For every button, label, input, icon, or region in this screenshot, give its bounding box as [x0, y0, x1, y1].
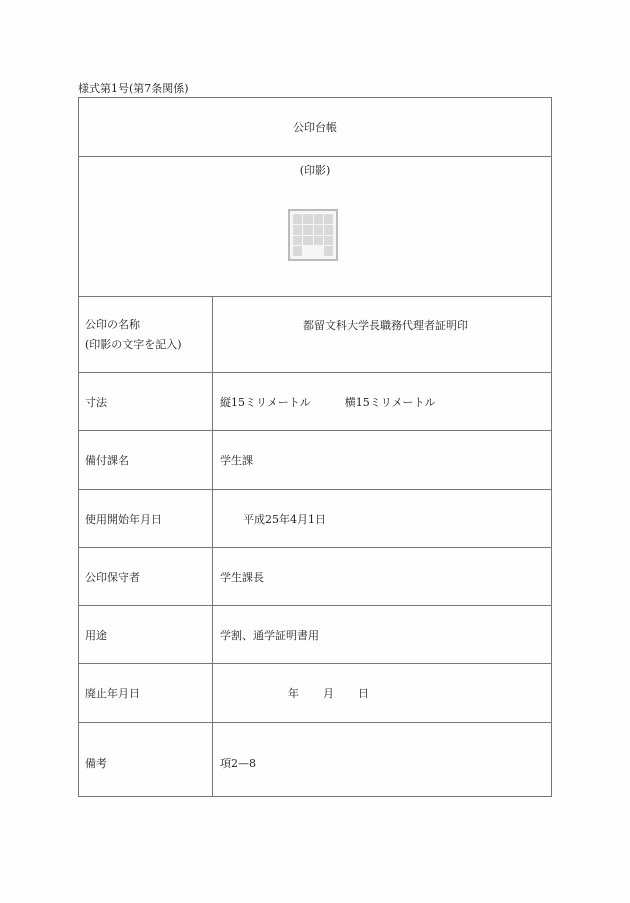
form-number-label: 様式第1号(第7条関係) — [78, 82, 189, 95]
seal-name-value: 都留文科大学長職務代理者証明印 — [303, 319, 468, 332]
row-label: 公印保守者 — [79, 548, 213, 605]
table-row — [79, 547, 551, 605]
seal-stamp-icon — [288, 209, 338, 261]
dimension-vertical: 縦15ミリメートル — [220, 395, 311, 409]
row-value: 学生課 — [220, 454, 253, 467]
table-row — [79, 489, 551, 547]
row-value: 学割、通学証明書用 — [220, 628, 319, 642]
table-row — [79, 430, 551, 489]
row-label: 廃止年月日 — [79, 664, 213, 722]
table-row — [79, 605, 551, 663]
table-title: 公印台帳 — [293, 121, 337, 134]
dimensions-value — [213, 373, 551, 430]
abolition-date-value — [213, 664, 551, 722]
dimension-horizontal: 横15ミリメートル — [344, 395, 436, 409]
row-label-line1: 公印の名称 — [85, 317, 140, 331]
row-value: 学生課長 — [220, 570, 264, 584]
day-label: 日 — [358, 687, 369, 700]
row-label: 備考 — [79, 723, 213, 797]
month-label: 月 — [323, 687, 334, 700]
year-label: 年 — [288, 687, 299, 700]
seal-impression-row — [79, 156, 551, 296]
row-value: 項2—8 — [220, 757, 256, 770]
seal-impression-caption: (印影) — [299, 164, 331, 177]
row-label: 備付課名 — [79, 431, 213, 489]
row-label: 用途 — [79, 606, 213, 663]
table-row — [79, 663, 551, 722]
table-row — [79, 722, 551, 797]
title-row — [79, 98, 551, 156]
row-label-line2: (印影の文字を記入) — [85, 337, 182, 351]
table-row — [79, 372, 551, 430]
seal-register-table — [78, 97, 552, 797]
table-row — [79, 296, 551, 372]
row-label — [79, 297, 213, 372]
row-label: 寸法 — [79, 373, 213, 430]
row-label: 使用開始年月日 — [79, 490, 213, 547]
row-value: 平成25年4月1日 — [243, 512, 326, 526]
